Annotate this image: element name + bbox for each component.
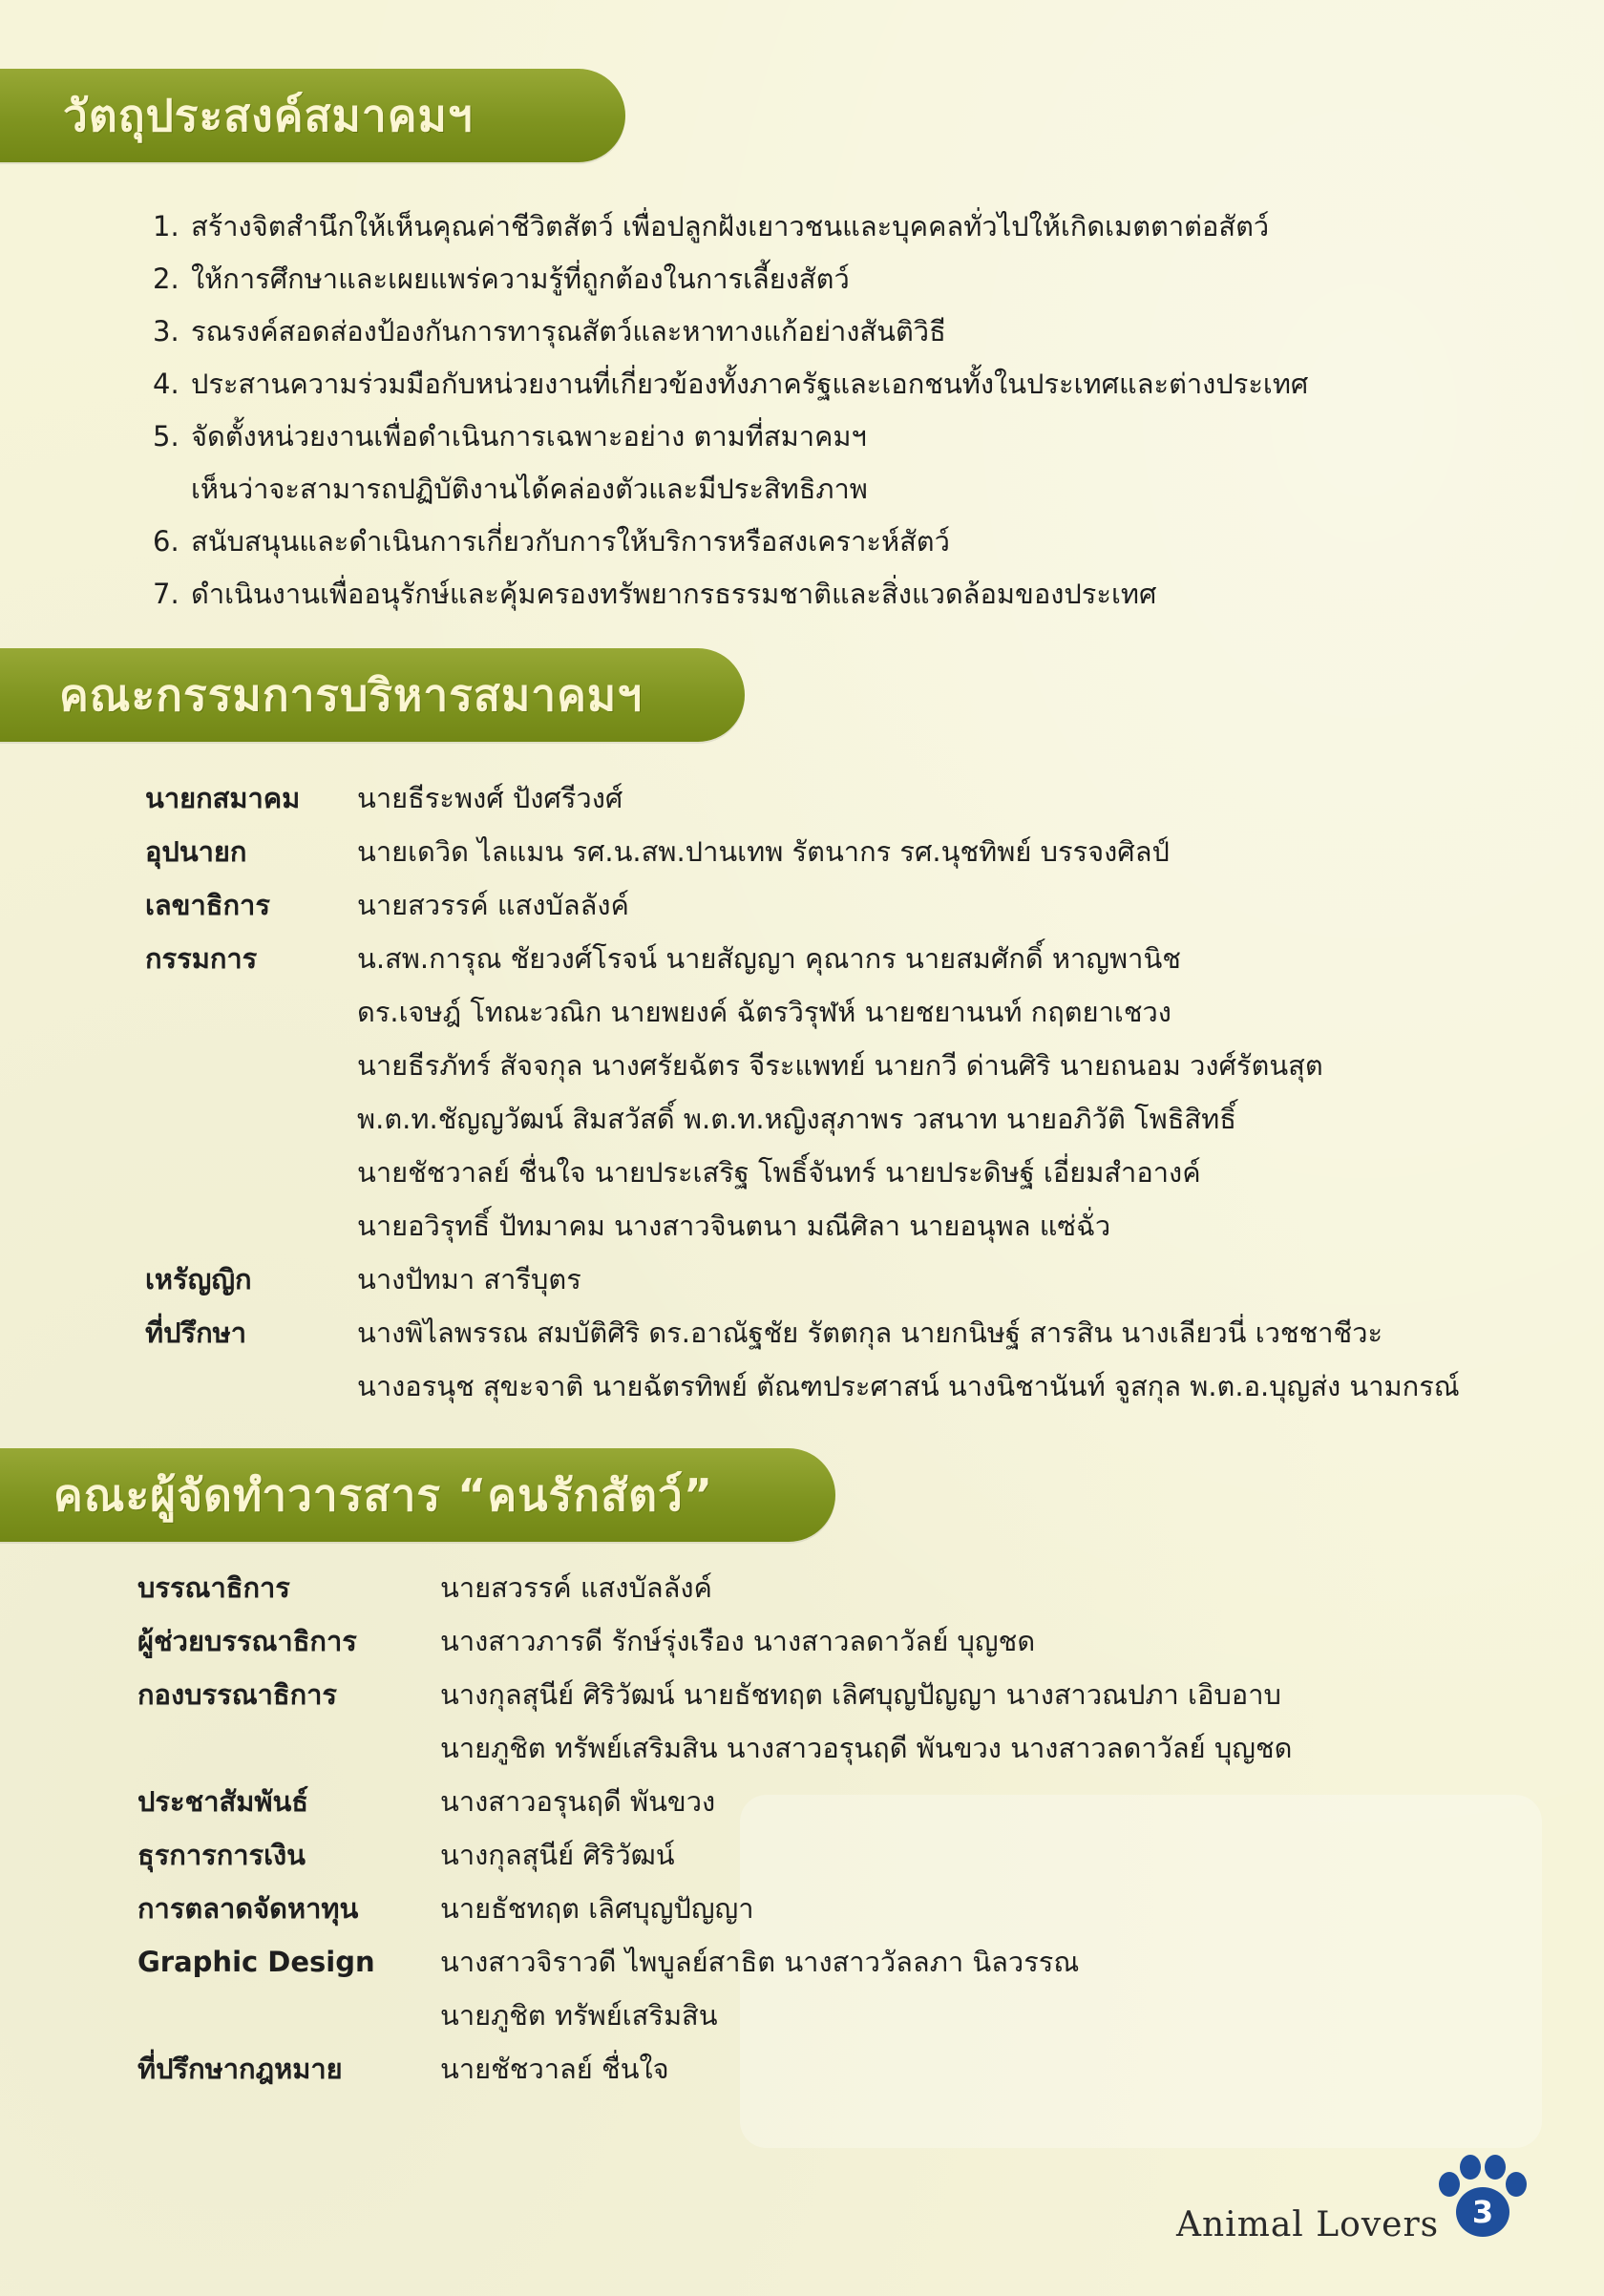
board-names: พ.ต.ท.ชัญญวัฒน์ สิมสวัสดิ์ พ.ต.ท.หญิงสุภาพร วสนาท นายอภิวัติ โพธิสิทธิ์	[357, 1103, 1236, 1135]
board-roster	[145, 771, 1596, 1413]
staff-names: นางกุลสุนีย์ ศิริวัฒน์ นายธัชทฤต เลิศบุญปัญญา นางสาวณปภา เอิบอาบ	[440, 1678, 1281, 1711]
objective-item	[153, 516, 1537, 568]
objective-text: รณรงค์สอดส่องป้องกันการทารุณสัตว์และหาทางแก้อย่างสันติวิธี	[191, 315, 946, 348]
paw-toe	[1506, 2172, 1527, 2197]
staff-role: ที่ปรึกษากฎหมาย	[137, 2053, 343, 2085]
board-banner	[0, 648, 745, 742]
staff-role: กองบรรณาธิการ	[137, 1678, 338, 1711]
staff-role: การตลาดจัดหาทุน	[137, 1892, 359, 1925]
objective-text: สร้างจิตสำนึกให้เห็นคุณค่าชีวิตสัตว์ เพื่อปลูกฝังเยาวชนและบุคคลทั่วไปให้เกิดเมตตาต่อสัตว์	[191, 210, 1270, 242]
board-row	[145, 1039, 1596, 1092]
board-row	[145, 1146, 1596, 1199]
board-row	[145, 932, 1596, 985]
objective-item	[153, 463, 1537, 516]
staff-row	[137, 1561, 1589, 1614]
board-names: ดร.เจษฎ์ โทณะวณิก นายพยงค์ ฉัตรวิรุฬห์ นายชยานนท์ กฤตยาเชวง	[357, 996, 1171, 1028]
board-row	[145, 771, 1596, 825]
board-names: นายธีรภัทร์ สัจจกุล นางศรัยฉัตร จีระแพทย์ นายกวี ด่านศิริ นายถนอม วงศ์รัตนสุต	[357, 1049, 1323, 1082]
board-row	[145, 1253, 1596, 1306]
staff-banner	[0, 1448, 835, 1542]
board-row	[145, 985, 1596, 1039]
board-role	[145, 1092, 357, 1146]
objectives-title: วัตถุประสงค์สมาคมฯ	[63, 89, 474, 141]
objective-number: 2.	[153, 263, 179, 295]
staff-title: คณะผู้จัดทำวารสาร “คนรักสัตว์”	[53, 1468, 714, 1521]
objective-number: 1.	[153, 210, 179, 242]
objectives-list	[153, 200, 1537, 621]
objective-number: 4.	[153, 368, 179, 400]
footer-brand: Animal Lovers	[1176, 2205, 1440, 2244]
board-title: คณะกรรมการบริหารสมาคมฯ	[59, 668, 644, 721]
board-names: นายธีระพงศ์ ปังศรีวงศ์	[357, 782, 623, 814]
staff-role: บรรณาธิการ	[137, 1571, 290, 1604]
staff-row	[137, 1775, 1589, 1828]
objectives-banner	[0, 69, 625, 162]
staff-names: นายสวรรค์ แสงบัลลังค์	[440, 1571, 712, 1604]
staff-row	[137, 1668, 1589, 1721]
objective-text: สนับสนุนและดำเนินการเกี่ยวกับการให้บริการหรือสงเคราะห์สัตว์	[191, 525, 950, 558]
staff-role	[137, 1989, 440, 2042]
objective-number	[153, 463, 191, 516]
objective-item	[153, 568, 1537, 621]
paw-toe	[1439, 2172, 1460, 2197]
board-names: นายเดวิด ไลแมน รศ.น.สพ.ปานเทพ รัตนากร รศ.นุชทิพย์ บรรจงศิลป์	[357, 835, 1170, 868]
board-names: นายอวิรุทธิ์ ปัทมาคม นางสาวจินตนา มณีศิลา นายอนุพล แซ่ฉั่ว	[357, 1210, 1111, 1242]
board-role: ที่ปรึกษา	[145, 1317, 247, 1349]
board-names: นายสวรรค์ แสงบัลลังค์	[357, 889, 629, 921]
board-role: เลขาธิการ	[145, 889, 270, 921]
objective-item	[153, 253, 1537, 305]
staff-row	[137, 1882, 1589, 1935]
staff-row	[137, 2042, 1589, 2096]
staff-role	[137, 1721, 440, 1775]
objective-number: 5.	[153, 420, 179, 453]
objective-text: เห็นว่าจะสามารถปฏิบัติงานได้คล่องตัวและมีประสิทธิภาพ	[191, 473, 868, 505]
staff-names: นายธัชทฤต เลิศบุญปัญญา	[440, 1892, 754, 1925]
objective-text: จัดตั้งหน่วยงานเพื่อดำเนินการเฉพาะอย่าง ตามที่สมาคมฯ	[191, 420, 867, 453]
board-role: อุปนายก	[145, 835, 247, 868]
board-row	[145, 1306, 1596, 1359]
board-row	[145, 1359, 1596, 1413]
board-row	[145, 825, 1596, 878]
board-names: น.สพ.การุณ ชัยวงศ์โรจน์ นายสัญญา คุณากร นายสมศักดิ์ หาญพานิช	[357, 942, 1181, 975]
staff-names: นางสาวภารดี รักษ์รุ่งเรือง นางสาวลดาวัลย์ บุญชด	[440, 1625, 1036, 1657]
staff-row	[137, 1989, 1589, 2042]
paw-icon	[1437, 2153, 1529, 2244]
board-row	[145, 878, 1596, 932]
staff-names: นางกุลสุนีย์ ศิริวัฒน์	[440, 1839, 675, 1871]
objective-item	[153, 305, 1537, 358]
staff-names: นายภูชิต ทรัพย์เสริมสิน นางสาวอรุนฤดี พันขวง นางสาวลดาวัลย์ บุญชด	[440, 1732, 1293, 1764]
board-row	[145, 1092, 1596, 1146]
board-row	[145, 1199, 1596, 1253]
page-number: 3	[1456, 2187, 1509, 2237]
staff-row	[137, 1721, 1589, 1775]
board-names: นางพิไลพรรณ สมบัติศิริ ดร.อาณัฐชัย รัตตกุล นายกนิษฐ์ สารสิน นางเลียวนี่ เวชชาชีวะ	[357, 1317, 1383, 1349]
staff-names: นางสาวอรุนฤดี พันขวง	[440, 1785, 716, 1818]
board-role: กรรมการ	[145, 942, 258, 975]
board-names: นายชัชวาลย์ ชื่นใจ นายประเสริฐ โพธิ์จันทร์ นายประดิษฐ์ เอี่ยมสำอางค์	[357, 1156, 1201, 1189]
paw-toe	[1485, 2155, 1506, 2180]
board-role: นายกสมาคม	[145, 782, 301, 814]
objective-text: ดำเนินงานเพื่ออนุรักษ์และคุ้มครองทรัพยากรธรรมชาติและสิ่งแวดล้อมของประเทศ	[191, 578, 1157, 610]
board-names: นางปัทมา สารีบุตร	[357, 1263, 581, 1295]
staff-roster	[137, 1561, 1589, 2096]
staff-role: ธุรการการเงิน	[137, 1839, 306, 1871]
staff-role: ผู้ช่วยบรรณาธิการ	[137, 1625, 357, 1657]
objective-text: ให้การศึกษาและเผยแพร่ความรู้ที่ถูกต้องในการเลี้ยงสัตว์	[191, 263, 850, 295]
board-role	[145, 1146, 357, 1199]
board-role	[145, 1199, 357, 1253]
objective-number: 3.	[153, 315, 179, 348]
staff-names: นายชัชวาลย์ ชื่นใจ	[440, 2053, 669, 2085]
board-names: นางอรนุช สุขะจาติ นายฉัตรทิพย์ ตัณฑประศาสน์ นางนิชานันท์ จูสกุล พ.ต.อ.บุญส่ง นามกรณ์	[357, 1370, 1460, 1402]
objective-number: 7.	[153, 578, 179, 610]
objective-item	[153, 200, 1537, 253]
staff-row	[137, 1935, 1589, 1989]
board-role: เหรัญญิก	[145, 1263, 252, 1295]
objective-text: ประสานความร่วมมือกับหน่วยงานที่เกี่ยวข้องทั้งภาครัฐและเอกชนทั้งในประเทศและต่างประเทศ	[191, 368, 1309, 400]
board-role	[145, 1359, 357, 1413]
staff-names: นางสาวจิราวดี ไพบูลย์สาธิต นางสาววัลลภา นิลวรรณ	[440, 1946, 1080, 1978]
paw-toe	[1460, 2155, 1481, 2180]
staff-names: นายภูชิต ทรัพย์เสริมสิน	[440, 1999, 718, 2032]
staff-row	[137, 1828, 1589, 1882]
staff-role: ประชาสัมพันธ์	[137, 1785, 308, 1818]
staff-row	[137, 1614, 1589, 1668]
objective-item	[153, 358, 1537, 411]
objective-item	[153, 411, 1537, 463]
staff-role: Graphic Design	[137, 1946, 375, 1978]
board-role	[145, 1039, 357, 1092]
objective-number: 6.	[153, 525, 179, 558]
board-role	[145, 985, 357, 1039]
